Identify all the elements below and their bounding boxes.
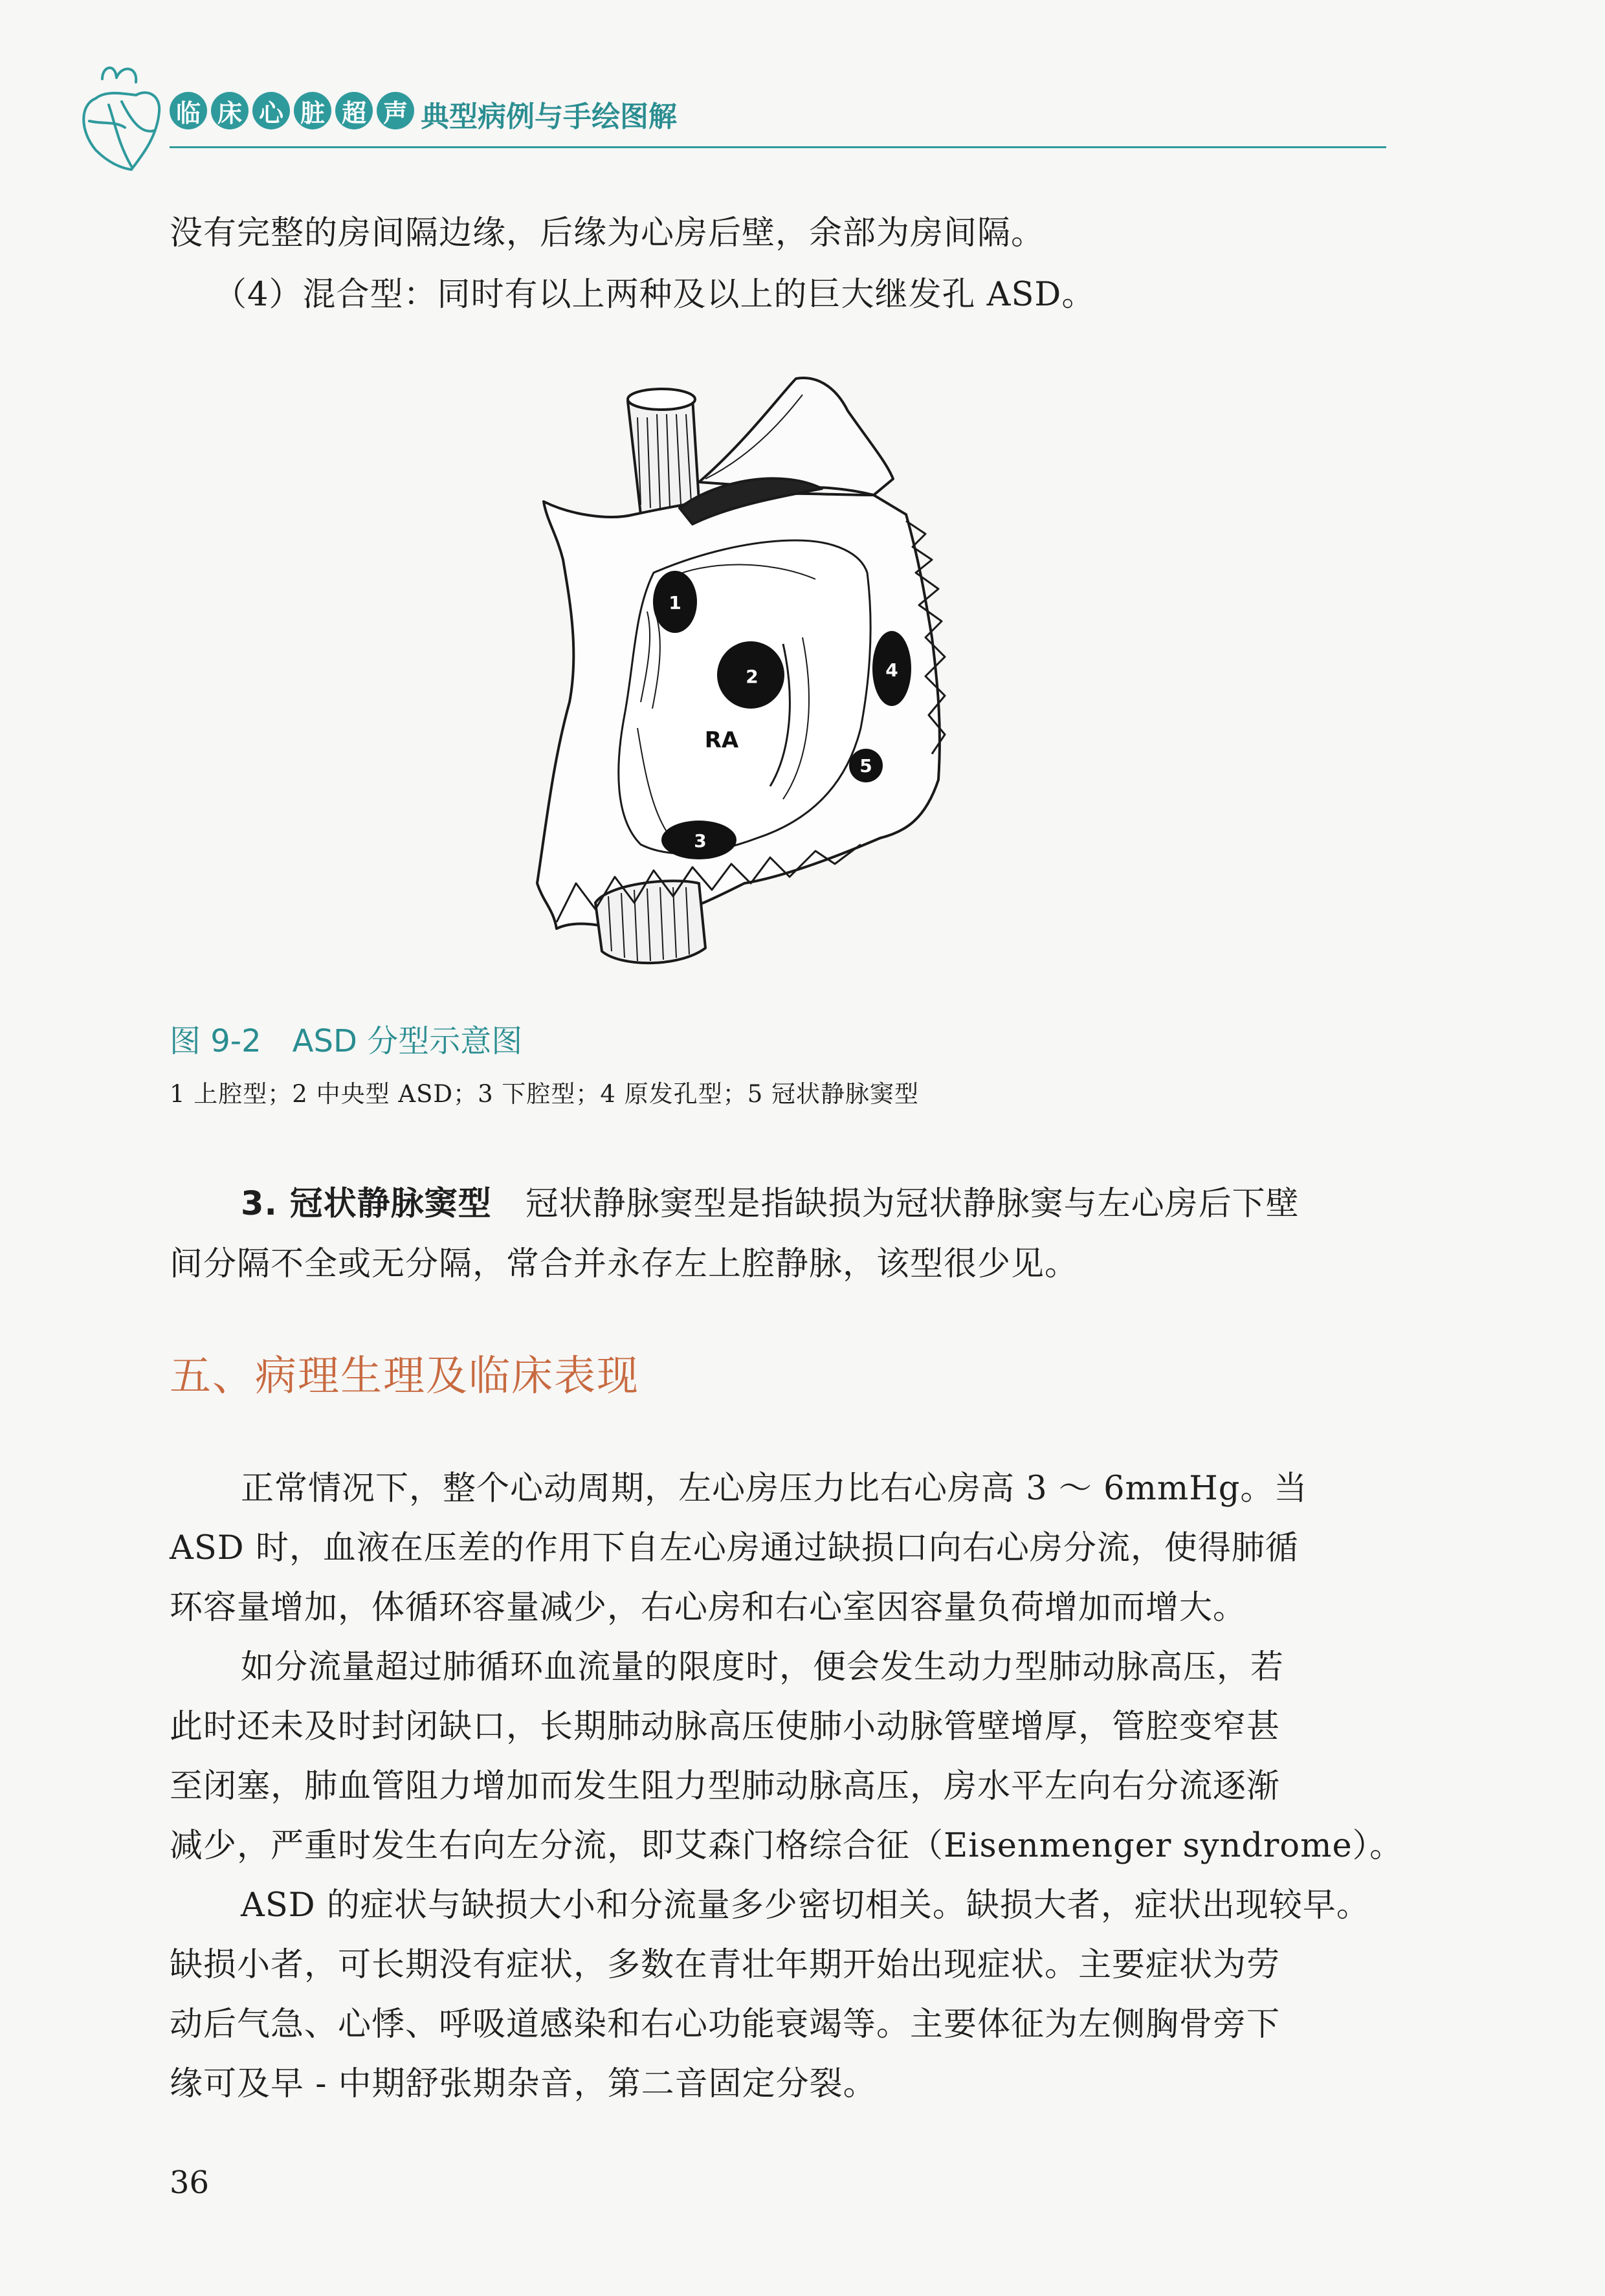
coronary-paragraph-line-1 — [241, 1175, 1300, 1234]
defect-label-4: 4 — [885, 659, 898, 681]
intro-line-1: 没有完整的房间隔边缘，后缘为心房后壁，余部为房间隔。 — [170, 214, 1045, 252]
paragraph-2-line: 此时还未及时封闭缺口，长期肺动脉高压使肺小动脉管壁增厚，管腔变窄甚 — [170, 1708, 1281, 1746]
paragraph-3-line: 动后气急、心悸、呼吸道感染和右心功能衰竭等。主要体征为左侧胸骨旁下 — [170, 2005, 1281, 2044]
paragraph-1-line: 正常情况下，整个心动周期，左心房压力比右心房高 3 ～ 6mmHg。当 — [241, 1470, 1308, 1508]
paragraph-2-line: 如分流量超过肺循环血流量的限度时，便会发生动力型肺动脉高压，若 — [241, 1648, 1285, 1686]
intro-line-2: （4）混合型：同时有以上两种及以上的巨大继发孔 ASD。 — [214, 276, 1096, 314]
coronary-paragraph-line-2: 间分隔不全或无分隔，常合并永存左上腔静脉，该型很少见。 — [170, 1245, 1079, 1283]
defect-label-3: 3 — [694, 830, 707, 852]
page-number: 36 — [170, 2165, 210, 2201]
title-badge: 超 — [335, 92, 373, 129]
paragraph-2-line: 减少，严重时发生右向左分流，即艾森门格综合征（Eisenmenger syndrome）。 — [170, 1827, 1404, 1865]
header-rule — [170, 146, 1386, 148]
title-badge: 脏 — [294, 92, 331, 129]
paragraph-3-line: ASD 的症状与缺损大小和分流量多少密切相关。缺损大者，症状出现较早。 — [241, 1886, 1370, 1925]
paragraph-2-line: 至闭塞，肺血管阻力增加而发生阻力型肺动脉高压，房水平左向右分流逐渐 — [170, 1767, 1281, 1805]
paragraph-1-line: 环容量增加，体循环容量减少，右心房和右心室因容量负荷增加而增大。 — [170, 1589, 1247, 1627]
paragraph-3-line: 缺损小者，可长期没有症状，多数在青壮年期开始出现症状。主要症状为劳 — [170, 1946, 1281, 1984]
asd-classification-figure — [511, 366, 1042, 974]
defect-label-1: 1 — [669, 592, 681, 613]
figure-number: 图 9-2 — [170, 1023, 261, 1059]
title-badge: 临 — [170, 92, 207, 129]
book-subtitle: 典型病例与手绘图解 — [421, 100, 677, 133]
title-badge: 床 — [211, 92, 249, 129]
defect-label-2: 2 — [746, 666, 758, 687]
section-heading: 五、病理生理及临床表现 — [170, 1352, 639, 1400]
paragraph-1-line: ASD 时，血液在压差的作用下自左心房通过缺损口向右心房分流，使得肺循 — [170, 1529, 1299, 1567]
title-badge: 声 — [377, 92, 414, 129]
defect-label-5: 5 — [859, 755, 872, 777]
coronary-line-1-text: 冠状静脉窦型是指缺损为冠状静脉窦与左心房后下壁 — [525, 1185, 1300, 1223]
series-title-badges — [170, 92, 414, 129]
figure-caption — [170, 1016, 522, 1061]
figure-legend: 1 上腔型；2 中央型 ASD；3 下腔型；4 原发孔型；5 冠状静脉窦型 — [170, 1080, 920, 1108]
heart-logo-icon — [76, 60, 164, 173]
figure-title: ASD 分型示意图 — [292, 1023, 523, 1059]
coronary-heading: 3. 冠状静脉窦型 — [241, 1185, 492, 1223]
paragraph-3-line: 缘可及早 - 中期舒张期杂音，第二音固定分裂。 — [170, 2065, 877, 2103]
title-badge: 心 — [252, 92, 290, 129]
right-atrium-label: RA — [704, 727, 739, 753]
